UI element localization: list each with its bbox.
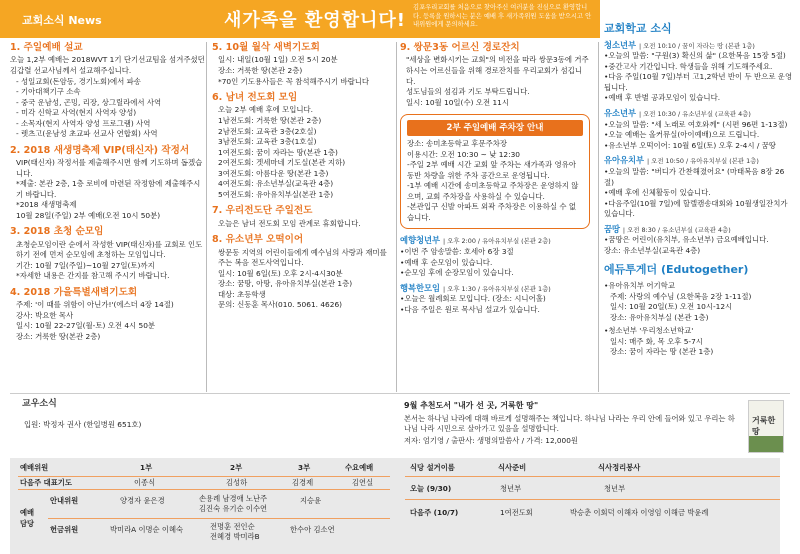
news-item [10,287,205,343]
book-cover-strip [749,436,783,452]
news-line: 3남전도회: 교육관 3층(1호실) [218,137,317,147]
news-item [400,42,590,108]
news-line: 쌍문동 지역의 어린이들에게 예수님의 사랑과 재미를 주는 복음 전도사역입니다. [218,247,387,268]
table-line [18,489,390,490]
table-line [18,476,390,477]
group-line: •중간고사 기간입니다. 학생들을 위해 기도해주세요. [604,61,773,71]
group-title [604,224,794,236]
group-happy [400,283,590,316]
edu-line: 일시: 10월 20일(토) 오전 10시-12시 [610,302,733,312]
news-line: - 성일교회(돈암동, 경기노회)에서 파송 [16,76,141,86]
edu-line: 장소: 유아유치부실 (본관 1층) [610,312,709,322]
news-line: 기간: 10월 7일(주일)~10월 27일(토)까지 [16,260,155,270]
group-line: •오늘의 말씀: "구원(3) 확신의 삶" (요한복음 15장 5절) [604,51,786,61]
duty-header: 2부 [230,463,243,472]
news-item [10,42,205,140]
news-title: 5. 10월 월삭 새벽기도회 [212,42,320,53]
school-group [604,155,794,219]
group-meta: | 오전 10:10 / 꿈이 자라는 땅 (본관 1층) [638,41,755,50]
group-name: 꿈땅 [604,223,621,234]
news-column-4 [604,18,794,358]
book-cover-image [748,400,784,453]
parking-line: -1부 예배 시간에 송미초등학교 주차장은 운영하지 않으며, 교회 주차장을 사용하실 수 있습니다. [407,181,579,201]
news-column-1 [10,42,205,347]
news-item [212,92,395,200]
news-line: 문의: 신동훈 목사(010. 5061. 4626) [218,300,343,310]
meal-cell: 청년부 [604,484,626,493]
group-meta: | 오전 10:50 / 유아유치부실 (본관 1층) [646,157,759,166]
parking-line: -주일 2부 예배 시간 교회 앞 주차는 새가족과 영유아 동반 차량을 위한 주차 공간으로 운영됩니다. [407,160,576,180]
edu-line: 주제: 사랑의 예수님 (요한복음 2장 1-11절) [610,291,752,301]
news-title: 4. 2018 가을특별새벽기도회 [10,286,138,298]
duty-cell: 김성하 [226,478,248,487]
group-name: 예향청년부 [400,235,441,246]
duty-cell: 박미라A 이명순 이혜숙 [110,525,184,534]
group-line: 장소: 유소년부실(교육관 4층) [604,245,701,255]
group-line: •오늘의 말씀: "세 노래로 여호와께" (시편 96편 1-13절) [604,119,788,129]
meal-header: 식당 설거이름 [410,463,455,472]
news-line: 초청순모임이란 순에서 작성한 VIP(태신자)를 교회로 인도하기 전에 먼저 순모임에 초청하는 모임입니다. [16,239,203,260]
group-title [604,108,794,120]
group-name: 유아유치부 [604,155,645,166]
meal-cell: 1여전도회 [500,508,533,517]
group-title [400,235,590,247]
table-line [405,476,780,477]
news-line: - 미각 신학교 사역(현지 사역자 양성) [16,108,137,118]
news-line: 1남전도회: 거룩한 땅(본관 2층) [218,116,322,125]
duty-header: 예배위원 [20,463,49,472]
book-meta: 저자: 엄기영 / 출판사: 생명의말씀사 / 가격: 12,000원 [404,436,578,445]
news-item [212,234,395,311]
group-line: •예배 후에 신체활동이 있습니다. [604,188,711,198]
news-line: 2여전도회: 겟세마네 기도실(본관 지하) [218,158,346,168]
group-meta: | 오후 1:30 / 유아유치부실 (본관 1층) [442,284,551,293]
meal-header: 식사준비 [498,463,527,472]
news-title: 9. 쌍문3동 어르신 경로잔치 [400,42,520,53]
duty-header: 수요예배 [345,463,374,472]
group-name: 청소년부 [604,39,637,50]
group-line: •다음 주일(10월 7일)부터 고1,2학년 반이 두 반으로 운영됩니다. [604,72,793,92]
group-meta: | 오후 2:00 / 유아유치부실 (본관 2층) [442,237,551,246]
news-item [10,145,205,222]
meal-row-label: 다음주 (10/7) [410,508,459,517]
news-line: *2018 새생명축제 [16,200,77,210]
parking-line: -본관입구 신발 아파트 외곽 주차장은 이용하실 수 없습니다. [407,202,577,222]
group-line: •다음주일(10월 7일)에 할렐캠송대회와 10월생일잔치가 있습니다. [604,198,788,219]
divider [206,42,207,392]
news-line: 10월 28일(주일) 2부 예배(오전 10시 50분) [16,210,161,220]
table-line [48,518,390,519]
news-line: 1여전도회: 꿈이 자라는 땅(본관 1층) [218,147,338,157]
duty-header: 3부 [298,463,311,472]
news-column-3 [400,42,590,319]
group-name: 유소년부 [604,107,637,118]
school-title: 교회학교 소식 [604,22,672,35]
news-title: 3. 2018 초청 순모임 [10,226,104,238]
parking-line: 장소: 송미초등학교 후문주차장 [407,139,508,149]
group-line: •오늘은 월례회로 모입니다. (장소: 시니어홀) [400,294,546,304]
table-line [405,499,780,500]
news-item [212,205,395,229]
duty-band [10,458,780,554]
news-line: 5여전도회: 유아유치부실(본관 1층) [218,189,334,199]
news-line: - 기아대책기구 소속 [16,87,81,97]
news-item [212,42,395,87]
news-line: 장소: 거룩한 땅(본관 2층) [16,331,101,341]
duty-header: 1부 [140,463,153,472]
duty-row-label: 헌금위원 [50,525,79,534]
edu-line: •청소년부 '우리청소년학교' [604,326,694,336]
group-line: •오늘 예배는 올커뮤실(아이예배)으로 드립니다. [604,130,760,140]
group-youth [400,235,590,278]
divider [396,42,397,392]
parking-notice-box [400,114,590,229]
group-line: •유소년부 오떡이어: 10월 6일(토) 오후 2-4시 / 꿈땅 [604,140,776,150]
news-line: *70인 기도용사들은 꼭 참석해주시기 바랍니다 [218,76,370,86]
news-line: 오늘 1,2부 예배는 2018WVT 1기 단기선교팀을 섬겨주셨던 김갑렬 선교사님께서 설교해주십니다. [10,55,205,75]
duty-cell: 한수아 김소연 [290,525,335,534]
news-line: 일시: 10월 10일(수) 오전 11시 [406,97,509,107]
welcome-headline: 새가족을 환영합니다! [224,10,406,31]
exchange-title: 교우소식 [22,399,57,409]
book-text: 본서는 하나님 나라에 대해 바르게 설명해주는 책입니다. 하나님 나라는 우리 안에 들어와 있고 우리는 하나님 나라 시민으로 살아가고 있음을 설명합니다. [404,414,735,434]
news-line: *제출: 본관 2층, 1층 로비에 마련된 작정함에 제출해주시기 바랍니다. [16,179,201,199]
section-divider [10,393,790,394]
edu-line: •유아유치부 어기학교 [604,281,675,291]
edu-line: 일시: 매주 화, 목 오후 5-7시 [610,336,703,346]
edutogether-title: 에듀투게더 (Edutogether) [604,263,749,277]
brand-title: 교회소식 News [22,14,102,27]
news-line: 주제: '이 때를 위함이 아닌가!'(에스더 4장 14절) [16,300,174,310]
news-title: 6. 남녀 전도회 모임 [212,92,298,104]
news-title: 7. 우리전도단 주일전도 [212,205,313,217]
group-meta: | 오전 8:30 / 유소년부실 (교육관 4층) [622,225,731,234]
book-cover-title: 거룩한 땅 [752,416,776,437]
book-title: 9월 추천도서 "내가 선 곳, 거룩한 땅" [404,401,539,410]
news-line: 성도님들의 섬김과 기도 부탁드립니다. [406,87,530,97]
group-line: •이번 주 암송말씀: 호세아 6장 3절 [400,247,514,257]
news-title: 1. 주일예배 설교 [10,42,83,53]
news-line: 일시: 10월 6일(토) 오후 2시-4시30분 [218,268,343,278]
group-line: •예배 후 순모임이 있습니다. [400,257,493,267]
group-title [400,283,590,295]
parking-title: 2부 주일예배 주차장 안내 [407,120,583,136]
group-line: •예배 후 반별 공과모임이 있습니다. [604,93,721,103]
welcome-notice: 김포우리교회를 처음으로 찾아주신 여러분을 진심으로 환영합니다. 등록을 원하시는 분은 예배 후 새가족위원 도움을 받으시고 안내위원에게 문의하세요. [413,4,592,28]
duty-row-label: 다음주 대표기도 [20,478,72,487]
news-line: 오늘은 남녀 전도회 모임 관계로 휴회합니다. [218,218,361,228]
school-group [604,40,794,104]
school-group [604,108,794,151]
divider [598,42,599,392]
news-title: 8. 유소년부 오떡이어 [212,234,304,246]
duty-cell: 전명훈 전인순 전혜경 박미라B [210,522,260,542]
news-line: *자세한 내용은 간지를 참고해 주시기 바랍니다. [16,271,170,281]
duty-side-label: 예배 담당 [20,508,35,528]
news-line: 일시: 10월 22-27일(월-토) 오전 4시 50분 [16,321,156,331]
group-line: •순모임 후에 순장모임이 있습니다. [400,268,514,278]
news-line: - 렛츠고(운남성 초교파 선교사 연합회) 사역 [16,129,158,139]
news-item [10,226,205,282]
duty-cell: 김연실 [352,478,374,487]
group-title [604,40,794,52]
news-line: 4여전도회: 유소년부실(교육관 4층) [218,179,334,189]
news-line: VIP(태신자) 작정서를 제출해주시면 함께 기도하며 돕겠습니다. [16,158,203,178]
group-line: •꿈땅은 어린이(유치부, 유소년부) 금요예배입니다. [604,235,769,245]
news-title: 2. 2018 새생명축제 VIP(태신자) 작정서 [10,144,190,156]
news-line: 일시: 내일(10월 1일) 오전 5시 20분 [218,55,338,65]
exchange-text: 입원: 박정자 권사 (한일병원 651호) [24,420,142,429]
news-line: "세상을 변화시키는 교회"의 비전을 따라 쌍문3동에 거주하시는 어르신들을 위해 경로잔치를 우리교회가 섬깁니다. [406,55,589,86]
news-line: 오늘 2부 예배 후에 모입니다. [218,105,313,115]
news-line: 장소: 거룩한 땅(본관 2층) [218,65,303,75]
news-line: - 소목자(현지 사역자 양성 프로그램) 사역 [16,118,151,128]
group-title [604,155,794,167]
group-name: 행복한모임 [400,282,441,293]
news-line: 3여전도회: 아름다운 땅(본관 1층) [218,168,329,178]
group-meta: | 오전 10:30 / 유소년부실 (교육관 4층) [638,109,751,118]
school-group [604,224,794,257]
parking-line: 이용시간: 오전 10:30 ~ 낮 12:30 [407,149,521,159]
news-line: 장소: 꿈땅, 아땅, 유아유치부실(본관 1층) [218,279,353,289]
news-column-2 [212,42,395,316]
meal-cell: 박승춘 이회덕 이해자 이영임 이해금 박윤례 [570,508,709,517]
duty-cell: 김경제 [292,478,314,487]
edu-line: 장소: 꿈이 자라는 땅 (본관 1층) [610,347,714,357]
duty-cell: 지승윤 [300,496,322,505]
duty-cell: 손용례 남경애 노난주 김진숙 유기순 이수연 [199,494,268,514]
meal-header: 식사정리봉사 [598,463,641,472]
meal-row-label: 오늘 (9/30) [410,484,452,493]
news-line: 강사: 박요한 목사 [16,310,74,320]
duty-cell: 양경자 윤은경 [120,496,165,505]
news-line: - 중국 운남성, 곤밍, 리장, 상그릴라에서 사역 [16,97,162,107]
group-line: •다음 주일은 원로 목사님 설교가 있습니다. [400,304,540,314]
duty-cell: 이종식 [134,478,156,487]
news-line: 대상: 초등학생 [218,289,266,299]
duty-row-label: 안내위원 [50,496,79,505]
meal-cell: 청년부 [500,484,522,493]
news-line: 2남전도회: 교육관 3층(2호실) [218,126,317,136]
group-line: •오늘의 말씀: "버디가 간찬해졌어요" (마태복음 8장 26절) [604,167,785,187]
